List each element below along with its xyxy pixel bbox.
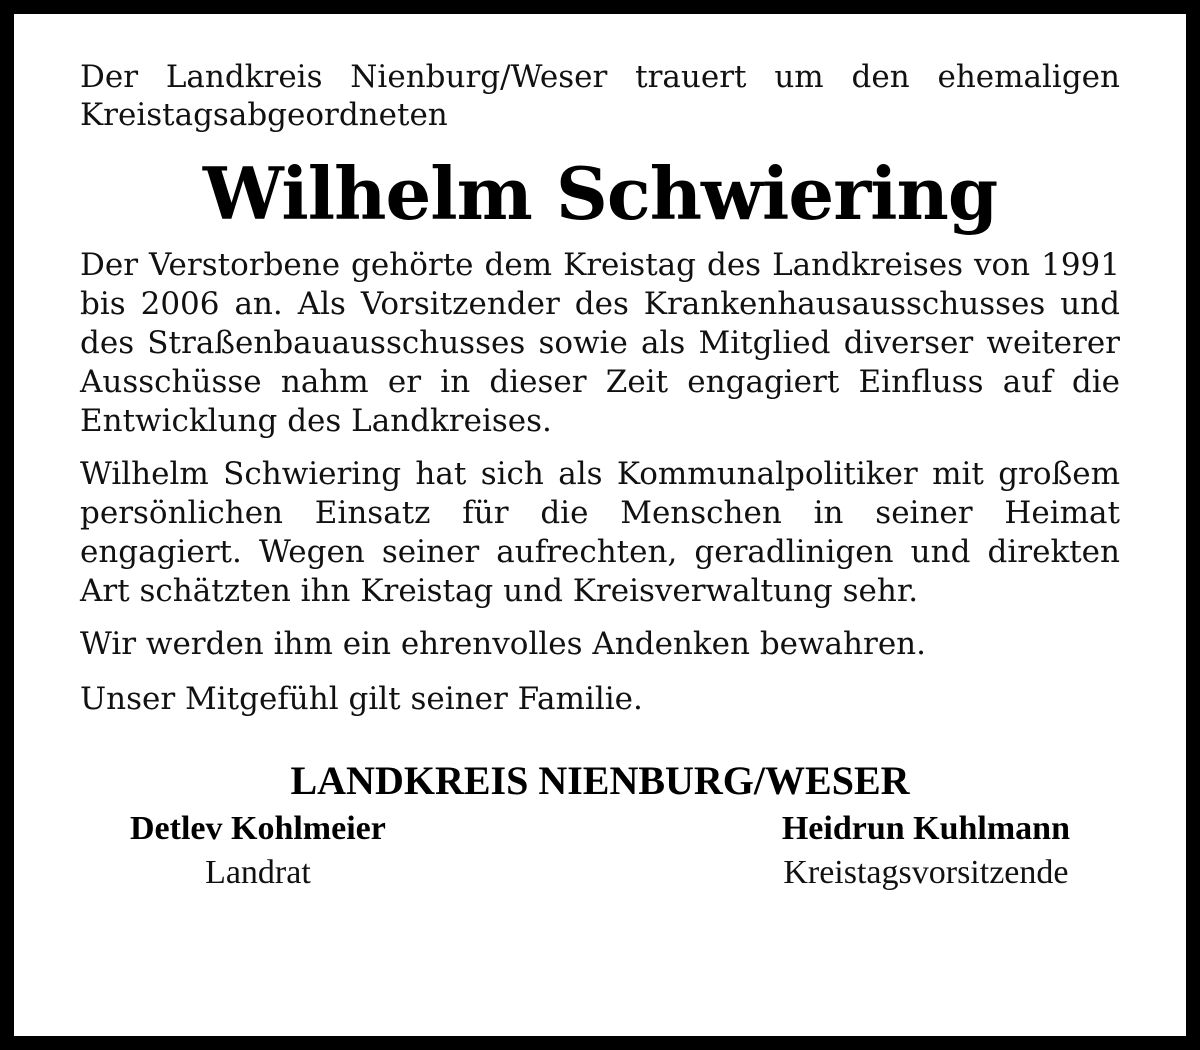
organization-name: LANDKREIS NIENBURG/WESER	[290, 758, 910, 803]
signer-role: Landrat	[205, 854, 311, 891]
signer-name: Detlev Kohlmeier	[130, 810, 386, 847]
signer-left	[130, 807, 386, 895]
paragraph-biography: Der Verstorbene gehörte dem Kreistag des Landkreises von 1991 bis 2006 an. Als Vorsitzender des Krankenhausausschusses und des Straßenbauausschusses sowie als Mitglied diverser weiterer Ausschüsse nahm er in dieser Zeit engagiert Einfluss auf die Entwicklung des Landkreises.	[80, 247, 1120, 439]
intro-text: Der Landkreis Nienburg/Weser trauert um den ehemaligen Kreistagsabgeordneten	[80, 59, 1120, 133]
signer-role: Kreistagsvorsitzende	[783, 854, 1069, 891]
signer-name: Heidrun Kuhlmann	[781, 810, 1070, 847]
paragraph-remembrance: Wir werden ihm ein ehrenvolles Andenken bewahren.	[80, 626, 926, 662]
paragraph-condolence: Unser Mitgefühl gilt seiner Familie.	[80, 681, 643, 717]
signer-right	[782, 807, 1070, 895]
deceased-name: Wilhelm Schwiering	[202, 151, 998, 236]
paragraph-tribute: Wilhelm Schwiering hat sich als Kommunalpolitiker mit großem persönlichen Einsatz für die Menschen in seiner Heimat engagiert. Wegen seiner aufrechten, geradlinigen und direkten Art schätzten ihn Kreistag und Kreisverwaltung sehr.	[80, 456, 1120, 609]
signatures	[130, 807, 1070, 895]
obituary-notice	[80, 58, 1120, 895]
